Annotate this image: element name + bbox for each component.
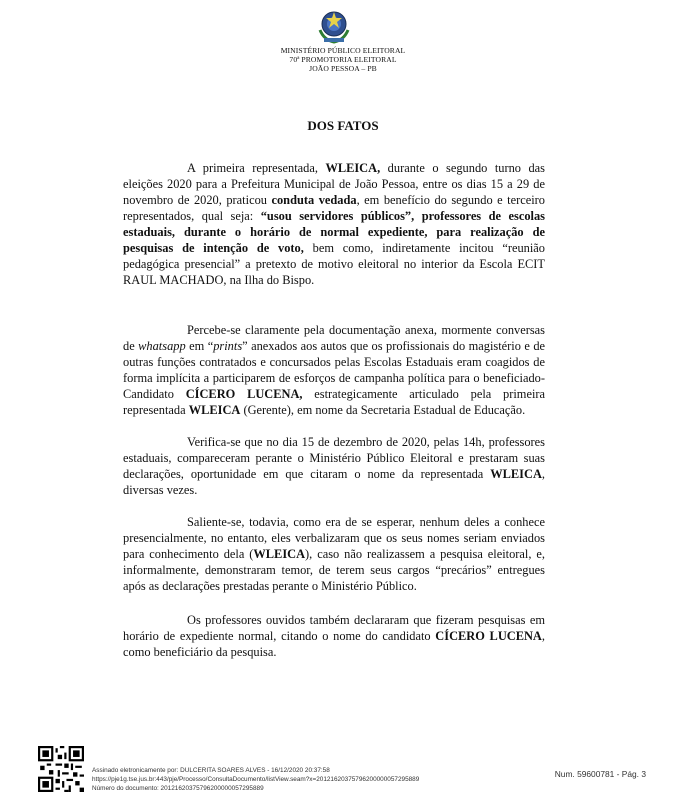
- header-institution: MINISTÉRIO PÚBLICO ELEITORAL: [280, 46, 406, 55]
- paragraph-1: A primeira representada, WLEICA, durante o segundo turno das eleições 2020 para a Prefeitura Municipal de João Pessoa, entre os dias 15 a 29 de novembro de 2020, praticou conduta vedada, em benefício do segundo e terceiro representados, qual seja: “usou servidores públicos”, professores de escolas estaduais, durante o horário de normal expediente, para realização de pesquisas de intenção de voto, bem como, indiretamente incitou “reunião pedagógica presencial” a pretexto de motivo eleitoral no interior da Escola ECIT RAUL MACHADO, na Ilha do Bispo.: [123, 161, 546, 287]
- header-city: JOÃO PESSOA – PB: [309, 64, 377, 73]
- paragraph-4: Saliente-se, todavia, como era de se esperar, nenhum deles a conhece presencialmente, no entanto, eles verbalizaram que os seus nomes seriam enviados para conhecimento dela (WLEICA), caso não realizassem a pesquisa eleitoral, e, informalmente, demonstraram temor, de terem seus cargos “precários” entregues após as declarações prestadas perante o Ministério Público.: [123, 515, 546, 593]
- coat-of-arms-icon: [316, 8, 352, 46]
- header-promotoria: 70ª PROMOTORIA ELEITORAL: [289, 55, 397, 64]
- qr-code-icon: [38, 746, 84, 792]
- paragraph-3: Verifica-se que no dia 15 de dezembro de 2020, pelas 14h, professores estaduais, compareceram perante o Ministério Público Eleitoral e prestaram suas declarações, oportunidade em que citaram o nome da representada WLEICA, diversas vezes.: [123, 435, 545, 497]
- page-number: Num. 59600781 - Pág. 3: [554, 769, 646, 779]
- paragraph-5: Os professores ouvidos também declararam que fizeram pesquisas em horário de expediente normal, citando o nome do candidato CÍCERO LUCENA, como beneficiário da pesquisa.: [123, 613, 545, 659]
- signature-info: Assinado eletronicamente por: DULCERITA SOARES ALVES - 16/12/2020 20:37:58: [92, 767, 330, 774]
- section-title: DOS FATOS: [307, 118, 379, 133]
- paragraph-2: Percebe-se claramente pela documentação anexa, mormente conversas de whatsapp em “prints” anexados aos autos que os profissionais do magistério e de outras funções contratados e concursados pelas Escolas Estaduais eram coagidos de forma implícita a participarem de esforços de campanha política para o beneficiado-Candidato CÍCERO LUCENA, estrategicamente articulado pela primeira representada WLEICA (Gerente), em nome da Secretaria Estadual de Educação.: [123, 323, 546, 417]
- document-number: Número do documento: 20121620375796200000057295889: [92, 785, 264, 792]
- document-url[interactable]: https://pje1g.tse.jus.br:443/pje/Processo/ConsultaDocumento/listView.seam?x=20121620375796200000057295889: [92, 776, 420, 783]
